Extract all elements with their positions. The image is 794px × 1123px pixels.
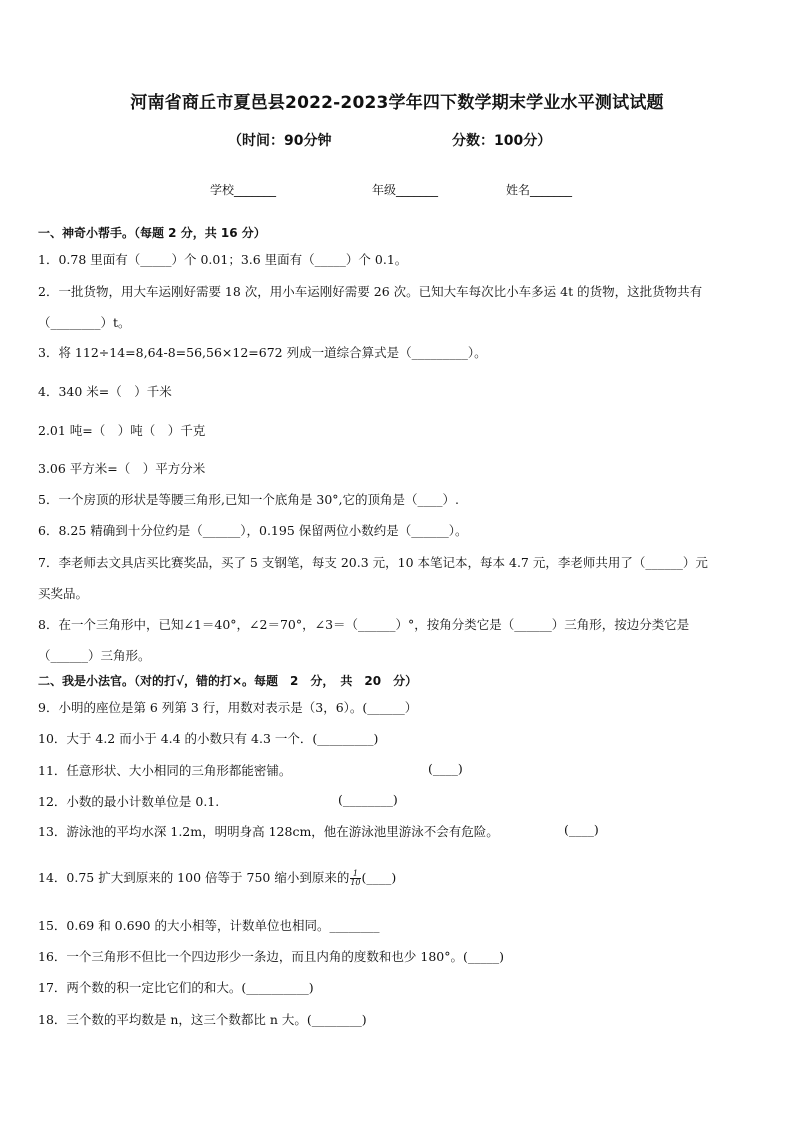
question-13-answer-blank: (____) (564, 822, 599, 837)
question-9: 9．小明的座位是第 6 列第 3 行，用数对表示是（3，6）。(______） (38, 700, 418, 715)
question-11: 11．任意形状、大小相同的三角形都能密铺。 (38, 763, 292, 778)
school-field: 学校_______ (210, 183, 277, 197)
question-4-part-2: 2.01 吨=（ ）吨（ ）千克 (38, 423, 206, 438)
question-8-line-2: （______）三角形。 (38, 648, 151, 663)
question-4-part-3: 3.06 平方米=（ ）平方分米 (38, 461, 206, 476)
question-7-line-1: 7．李老师去文具店买比赛奖品，买了 5 支钢笔，每支 20.3 元，10 本笔记本，每本 4.7 元，李老师共用了（______）元 (38, 555, 708, 570)
question-6: 6．8.25 精确到十分位约是（______），0.195 保留两位小数约是（______）。 (38, 523, 468, 538)
question-13: 13．游泳池的平均水深 1.2m，明明身高 128cm，他在游泳池里游泳不会有危险。 (38, 824, 499, 839)
fraction-denominator: 10 (350, 878, 361, 887)
fraction-one-tenth (350, 870, 360, 887)
question-12: 12．小数的最小计数单位是 0.1. (38, 794, 220, 809)
question-1: 1．0.78 里面有（_____）个 0.01；3.6 里面有（_____）个 0.1。 (38, 252, 408, 267)
question-5: 5．一个房顶的形状是等腰三角形,已知一个底角是 30°,它的顶角是（____）. (38, 492, 460, 507)
question-12-answer-blank: (________) (338, 792, 398, 807)
question-3: 3．将 112÷14=8,64-8=56,56×12=672 列成一道综合算式是（_________）。 (38, 345, 487, 360)
name-field: 姓名_______ (506, 183, 573, 197)
question-7-line-2: 买奖品。 (38, 586, 89, 601)
question-15: 15．0.69 和 0.690 的大小相等，计数单位也相同。________ (38, 918, 380, 933)
section-2-heading: 二、我是小法官。（对的打√，错的打×。每题 2 分， 共 20 分） (38, 674, 418, 688)
question-16: 16．一个三角形不但比一个四边形少一条边，而且内角的度数和也少 180°。(_____) (38, 949, 504, 964)
question-2-line-1: 2．一批货物，用大车运刚好需要 18 次，用小车运刚好需要 26 次。已知大车每次比小车多运 4t 的货物，这批货物共有 (38, 284, 703, 299)
question-8-line-1: 8．在一个三角形中，已知∠1＝40°，∠2＝70°，∠3＝（______）°，按角分类它是（______）三角形，按边分类它是 (38, 617, 690, 632)
exam-score: 分数：100分） (452, 133, 552, 149)
question-4-part-1: 4．340 米=（ ）千米 (38, 384, 172, 399)
grade-field: 年级_______ (372, 183, 439, 197)
question-14-text: 14．0.75 扩大到原来的 100 倍等于 750 缩小到原来的 (38, 870, 350, 885)
question-2-line-2: （________）t。 (38, 315, 131, 330)
page-title: 河南省商丘市夏邑县2022-2023学年四下数学期末学业水平测试试题 (130, 93, 664, 113)
question-11-answer-blank: (____) (428, 761, 463, 776)
question-17: 17．两个数的积一定比它们的和大。(__________) (38, 980, 314, 995)
section-1-heading: 一、神奇小帮手。（每题 2 分，共 16 分） (38, 226, 266, 240)
question-14 (38, 868, 396, 887)
question-14-answer-blank: (____) (361, 870, 397, 885)
fraction-numerator: 1 (350, 870, 360, 879)
question-10: 10．大于 4.2 而小于 4.4 的小数只有 4.3 一个．(_________) (38, 731, 379, 746)
exam-time: （时间：90分钟 (228, 133, 332, 149)
question-18: 18．三个数的平均数是 n，这三个数都比 n 大。(________) (38, 1012, 367, 1027)
